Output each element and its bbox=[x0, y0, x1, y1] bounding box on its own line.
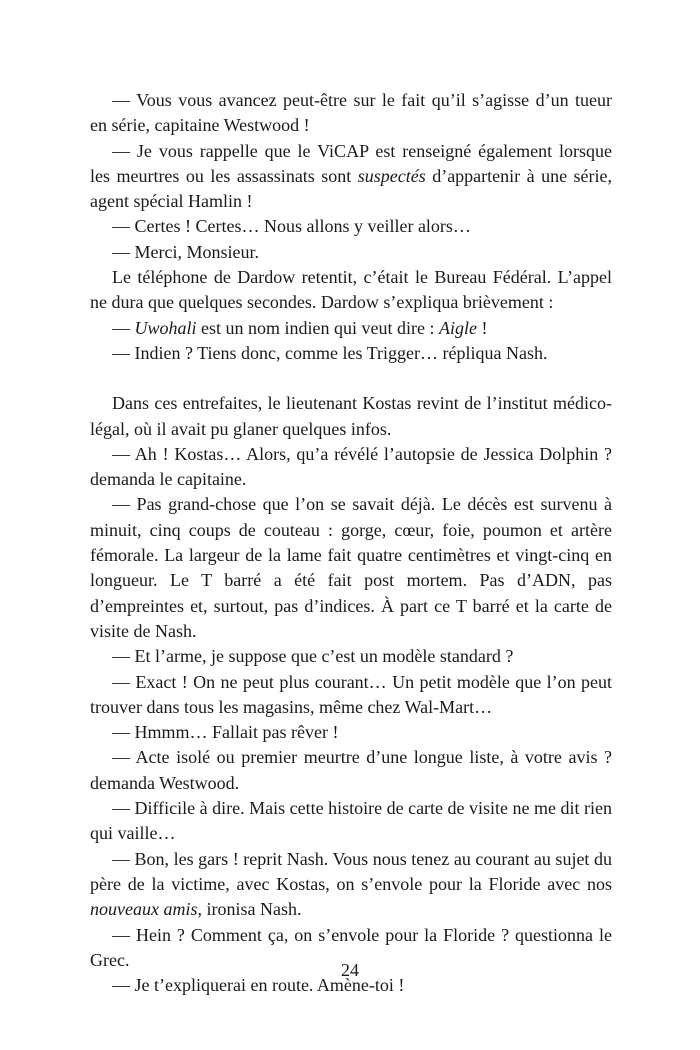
italic-text: suspectés bbox=[357, 165, 426, 186]
paragraph bbox=[90, 214, 612, 239]
paragraph bbox=[90, 847, 612, 923]
text-run: — Difficile à dire. Mais cette histoire de carte de visite ne me dit rien qui vaille… bbox=[90, 798, 612, 844]
text-run: ! bbox=[476, 317, 488, 338]
text-run: — Pas grand-chose que l’on se savait déjà. Le décès est survenu à minuit, cinq coups de couteau : gorge, cœur, foie, poumon et artère fémorale. La largeur de la lame fait quatre centimètres et vingt-cinq en longueur. Le T barré a été fait post mortem. Pas d’ADN, pas d’empreintes et, surtout, pas d’indices. À part ce T barré et la carte de visite de Nash. bbox=[90, 494, 612, 641]
paragraph bbox=[90, 139, 612, 215]
text-run: — Indien ? Tiens donc, comme les Trigger… répliqua Nash. bbox=[112, 342, 548, 363]
paragraph bbox=[90, 720, 612, 745]
paragraph bbox=[90, 265, 612, 316]
text-run: — Certes ! Certes… Nous allons y veiller alors… bbox=[112, 216, 471, 237]
text-run: — Merci, Monsieur. bbox=[112, 241, 259, 262]
italic-text: Aigle bbox=[438, 317, 477, 338]
body-text bbox=[90, 88, 612, 998]
paragraph bbox=[90, 88, 612, 139]
text-run: — Hmmm… Fallait pas rêver ! bbox=[112, 722, 339, 743]
text-run: est un nom indien qui veut dire : bbox=[196, 317, 439, 338]
text-run: — Je vous rappelle que le ViCAP est renseigné également lorsque les meurtres ou les assassinats sont bbox=[90, 140, 612, 186]
text-run: — Vous vous avancez peut-être sur le fait qu’il s’agisse d’un tueur en série, capitaine Westwood ! bbox=[90, 90, 612, 136]
text-run: — bbox=[112, 317, 135, 338]
paragraph bbox=[90, 796, 612, 847]
paragraph bbox=[90, 240, 612, 265]
text-run: — Exact ! On ne peut plus courant… Un petit modèle que l’on peut trouver dans tous les magasins, même chez Wal-Mart… bbox=[90, 671, 612, 717]
page-number: 24 bbox=[341, 960, 359, 980]
paragraph bbox=[90, 442, 612, 493]
paragraph bbox=[90, 644, 612, 669]
text-run: d’appartenir à une série, agent spécial Hamlin ! bbox=[90, 165, 612, 212]
text-run: — Et l’arme, je suppose que c’est un modèle standard ? bbox=[112, 646, 514, 667]
text-run: — Bon, les gars ! reprit Nash. Vous nous tenez au courant au sujet du père de la victime, avec Kostas, on s’envole pour la Floride avec nos bbox=[90, 848, 612, 894]
text-run: — Ah ! Kostas… Alors, qu’a révélé l’autopsie de Jessica Dolphin ? demanda le capitaine. bbox=[90, 443, 612, 490]
text-run: Dans ces entrefaites, le lieutenant Kostas revint de l’institut médico-légal, où il avait pu glaner quelques infos. bbox=[90, 393, 612, 439]
paragraph bbox=[90, 492, 612, 644]
text-run: — Je t’expliquerai en route. Amène-toi ! bbox=[112, 975, 405, 996]
paragraph bbox=[90, 670, 612, 721]
text-run: Le téléphone de Dardow retentit, c’était le Bureau Fédéral. L’appel ne dura que quelques secondes. Dardow s’expliqua brièvement : bbox=[90, 267, 612, 313]
text-run: — Hein ? Comment ça, on s’envole pour la Floride ? questionna le Grec. bbox=[90, 924, 612, 970]
text-run: , ironisa Nash. bbox=[197, 899, 302, 920]
paragraph bbox=[90, 391, 612, 442]
paragraph bbox=[90, 341, 612, 366]
paragraph bbox=[90, 745, 612, 796]
italic-text: Uwohali bbox=[134, 317, 197, 338]
italic-text: nouveaux amis bbox=[90, 899, 198, 920]
text-run: — Acte isolé ou premier meurtre d’une longue liste, à votre avis ? demanda Westwood. bbox=[90, 747, 612, 793]
paragraph bbox=[90, 316, 612, 341]
